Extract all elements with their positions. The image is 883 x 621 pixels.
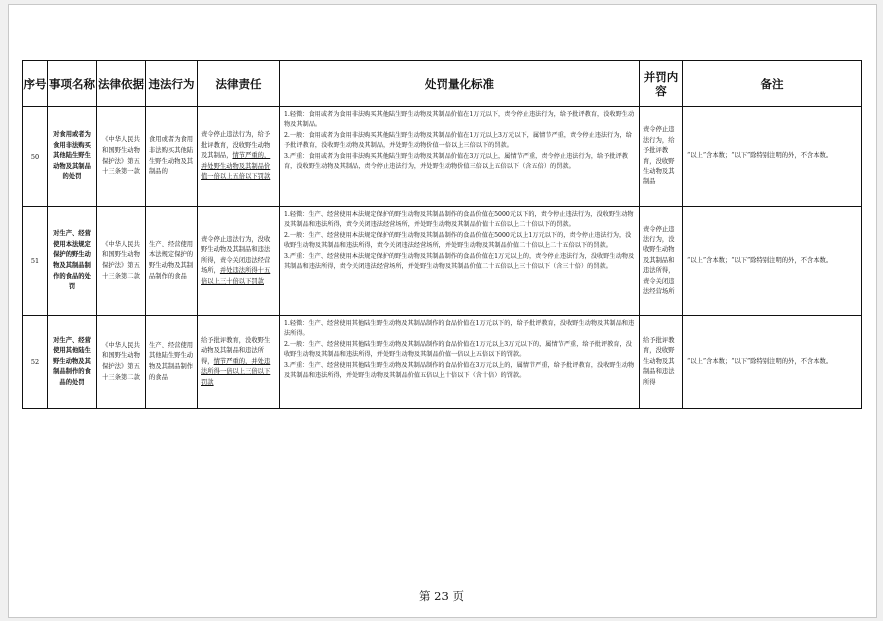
table-row — [23, 316, 862, 409]
item-name: 对生产、经营使用其他陆生野生动物及其制品制作的食品的处罚 — [48, 316, 97, 409]
standard-item: 2.一般：生产、经营使用其他陆生野生动物及其制品制作的食品价值在1万元以上3万元以下的，属情节严重，给予批评教育，没收野生动物及其制品和违法所得，并处野生动物及其制品价值一倍以上五倍以下的罚款。 — [284, 340, 632, 359]
remark: “以上”含本数；“以下”除特别注明的外，不含本数。 — [683, 207, 862, 316]
liability-underlined-text: 并处违法所得十五倍以上三十倍以下罚款 — [201, 267, 271, 285]
header-cell: 违法行为 — [146, 61, 198, 107]
legal-liability — [198, 316, 280, 409]
remark: “以上”含本数；“以下”除特别注明的外，不含本数。 — [683, 316, 862, 409]
header-cell: 备注 — [683, 61, 862, 107]
table-row — [23, 107, 862, 207]
penalty-standard — [280, 316, 640, 409]
row-number: 50 — [23, 107, 48, 207]
standard-item: 3.严重：食用或者为食用非法购买其他陆生野生动物及其制品价值在3万元以上，属情节严重，责令停止违法行为，给予批评教育，没收野生动物及其制品，责令停止违法行为，并处野生动物价值三倍以上五倍以下（含五倍）的罚款。 — [284, 152, 628, 171]
violation: 食用或者为食用非法购买其他陆生野生动物及其制品的 — [146, 107, 198, 207]
standard-item: 1.轻微：生产、经营使用本法规定保护的野生动物及其制品制作的食品价值在5000元以下的，责令停止违法行为，没收野生动物及其制品和违法所得，责令关闭违法经营场所，并处野生动物及其制品价值十五倍以上二十倍以下的罚款。 — [284, 211, 634, 229]
standard-item: 2.一般：生产、经营使用本法规定保护的野生动物及其制品制作的食品价值在5000元以上1万元以下的，责令停止违法行为，没收野生动物及其制品和违法所得，责令关闭违法经营场所，并处野生动物及其制品价值二十倍以上二十五倍以下的罚款。 — [284, 231, 632, 250]
penalty-standard — [280, 107, 640, 207]
penalty-table — [22, 60, 862, 409]
item-name: 对生产、经营使用本法规定保护的野生动物及其制品制作的食品的处罚 — [48, 207, 97, 316]
standard-item: 3.严重：生产、经营使用其他陆生野生动物及其制品制作的食品价值在3万元以上的，属情节严重，给予批评教育，没收野生动物及其制品和违法所得，并处野生动物及其制品价值五倍以上十倍以下（含十倍）的罚款。 — [284, 361, 635, 380]
item-name: 对食用或者为食用非法购买其他陆生野生动物及其制品的处罚 — [48, 107, 97, 207]
penalty-standard — [280, 207, 640, 316]
legal-basis: 《中华人民共和国野生动物保护法》第五十三条第二款 — [97, 316, 146, 409]
legal-liability — [198, 207, 280, 316]
header-cell: 处罚量化标准 — [280, 61, 640, 107]
standard-item: 3.严重：生产、经营使用本法规定保护的野生动物及其制品制作的食品价值在1万元以上的，责令停止违法行为，没收野生动物及其制品和违法所得，责令关闭违法经营场所，并处野生动物及其制品价值二十五倍以上三十倍以下（含三十倍）的罚款。 — [284, 252, 635, 271]
row-number: 52 — [23, 316, 48, 409]
liability-text: 责令停止违法行为，给予批评教育，没收野生动物及其制品， — [201, 131, 271, 160]
liability-text: 责令停止违法行为，没收野生动物及其制品和违法所得，责令关闭违法经营场所， — [201, 235, 271, 275]
page-number: 第 23 页 — [419, 589, 464, 603]
liability-text: 给予批评教育，没收野生动物及其制品和违法所得， — [201, 336, 271, 365]
header-cell: 并罚内容 — [640, 61, 683, 107]
liability-underlined-text: 情节严重的，并处野生动物及其制品价值一倍以上五倍以下罚款 — [201, 152, 271, 181]
legal-liability — [198, 107, 280, 207]
standard-item: 1.轻微：生产、经营使用其他陆生野生动物及其制品制作的食品价值在1万元以下的，给予批评教育，没收野生动物及其制品和违法所得。 — [284, 320, 635, 338]
violation: 生产、经营使用其他陆生野生动物及其制品制作的食品 — [146, 316, 198, 409]
table-row — [23, 207, 862, 316]
violation: 生产、经营使用本法规定保护的野生动物及其制品制作的食品 — [146, 207, 198, 316]
combined-penalty: 责令停止违法行为，给予批评教育，没收野生动物及其制品 — [640, 107, 683, 207]
remark: “以上”含本数；“以下”除特别注明的外，不含本数。 — [683, 107, 862, 207]
standard-item: 2.一般：食用或者为食用非法购买其他陆生野生动物及其制品价值在1万元以上3万元以下，属情节严重，责令停止违法行为，给予批评教育，没收野生动物及其制品，并处野生动物价值一倍以上三倍以下的罚款。 — [284, 131, 632, 150]
row-number: 51 — [23, 207, 48, 316]
legal-basis: 《中华人民共和国野生动物保护法》第五十三条第二款 — [97, 207, 146, 316]
legal-basis: 《中华人民共和国野生动物保护法》第五十三条第一款 — [97, 107, 146, 207]
header-cell: 法律依据 — [97, 61, 146, 107]
combined-penalty: 给予批评教育，没收野生动物及其制品和违法所得 — [640, 316, 683, 409]
table-header-row — [23, 61, 862, 107]
liability-underlined-text: 情节严重的，并处违法所得一倍以上三倍以下罚款 — [201, 357, 271, 386]
header-cell: 事项名称 — [48, 61, 97, 107]
header-cell: 序号 — [23, 61, 48, 107]
combined-penalty: 责令停止违法行为，没收野生动物及其制品和违法所得，责令关闭违法经营场所 — [640, 207, 683, 316]
header-cell: 法律责任 — [198, 61, 280, 107]
standard-item: 1.轻微：食用或者为食用非法购买其他陆生野生动物及其制品价值在1万元以下，责令停止违法行为，给予批评教育，没收野生动物及其制品。 — [284, 111, 635, 129]
